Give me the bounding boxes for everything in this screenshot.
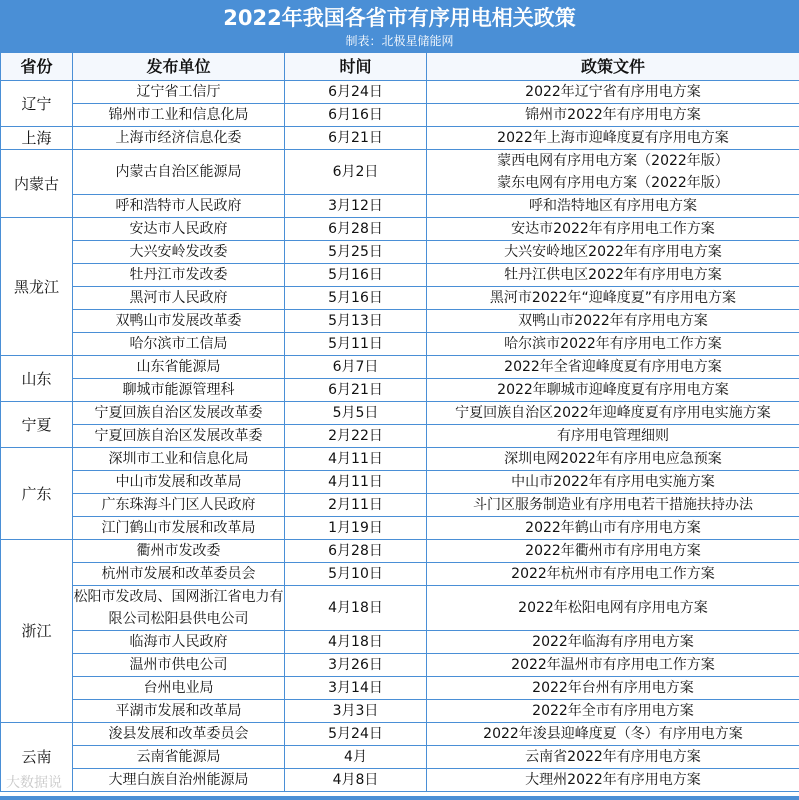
policy-table bbox=[0, 52, 799, 792]
date-cell: 4月18日 bbox=[285, 586, 427, 631]
date-cell: 5月16日 bbox=[285, 264, 427, 287]
unit-cell: 哈尔滨市工信局 bbox=[73, 333, 285, 356]
unit-cell: 黑河市人民政府 bbox=[73, 287, 285, 310]
policy-doc: 2022年鹤山市有序用电方案 bbox=[525, 520, 701, 536]
table-row bbox=[1, 402, 799, 425]
date-cell: 4月18日 bbox=[285, 631, 427, 654]
policy-cell bbox=[427, 356, 799, 379]
policy-cell bbox=[427, 425, 799, 448]
unit-cell: 江门鹤山市发展和改革局 bbox=[73, 517, 285, 540]
table-row bbox=[1, 654, 799, 677]
unit-cell: 临海市人民政府 bbox=[73, 631, 285, 654]
policy-cell bbox=[427, 81, 799, 104]
table-row bbox=[1, 494, 799, 517]
policy-doc: 双鸭山市2022年有序用电方案 bbox=[518, 313, 708, 329]
date-cell: 2月22日 bbox=[285, 425, 427, 448]
header-date: 时间 bbox=[285, 53, 427, 81]
date-cell: 3月12日 bbox=[285, 195, 427, 218]
bottom-border bbox=[0, 796, 799, 800]
province-cell: 上海 bbox=[1, 127, 73, 150]
policy-doc: 有序用电管理细则 bbox=[557, 428, 669, 444]
date-cell: 6月2日 bbox=[285, 150, 427, 195]
policy-doc: 2022年辽宁省有序用电方案 bbox=[525, 84, 701, 100]
unit-cell: 广东珠海斗门区人民政府 bbox=[73, 494, 285, 517]
table-row bbox=[1, 218, 799, 241]
policy-cell bbox=[427, 333, 799, 356]
policy-cell bbox=[427, 150, 799, 195]
date-cell: 4月8日 bbox=[285, 769, 427, 792]
unit-cell: 松阳市发改局、国网浙江省电力有限公司松阳县供电公司 bbox=[73, 586, 285, 631]
unit-cell: 浚县发展和改革委员会 bbox=[73, 723, 285, 746]
unit-cell: 锦州市工业和信息化局 bbox=[73, 104, 285, 127]
policy-cell bbox=[427, 471, 799, 494]
table-row bbox=[1, 563, 799, 586]
province-cell: 浙江 bbox=[1, 540, 73, 723]
policy-cell bbox=[427, 379, 799, 402]
table-row bbox=[1, 104, 799, 127]
table-row bbox=[1, 586, 799, 631]
policy-cell bbox=[427, 677, 799, 700]
unit-cell: 台州电业局 bbox=[73, 677, 285, 700]
policy-cell bbox=[427, 287, 799, 310]
date-cell: 4月11日 bbox=[285, 448, 427, 471]
date-cell: 3月3日 bbox=[285, 700, 427, 723]
policy-doc: 云南省2022年有序用电方案 bbox=[525, 749, 701, 765]
table-row bbox=[1, 195, 799, 218]
province-cell: 广东 bbox=[1, 448, 73, 540]
table-row bbox=[1, 241, 799, 264]
policy-cell bbox=[427, 104, 799, 127]
date-cell: 6月21日 bbox=[285, 127, 427, 150]
date-cell: 6月28日 bbox=[285, 540, 427, 563]
header-unit: 发布单位 bbox=[73, 53, 285, 81]
policy-doc: 2022年温州市有序用电工作方案 bbox=[511, 657, 715, 673]
unit-cell: 山东省能源局 bbox=[73, 356, 285, 379]
policy-cell bbox=[427, 264, 799, 287]
province-cell: 宁夏 bbox=[1, 402, 73, 448]
policy-doc: 牡丹江供电区2022年有序用电方案 bbox=[504, 267, 722, 283]
table-row bbox=[1, 631, 799, 654]
policy-doc: 2022年全省迎峰度夏有序用电方案 bbox=[504, 359, 722, 375]
policy-cell bbox=[427, 448, 799, 471]
table-row bbox=[1, 127, 799, 150]
table-row bbox=[1, 150, 799, 195]
table-row bbox=[1, 746, 799, 769]
policy-doc: 大理州2022年有序用电方案 bbox=[525, 772, 701, 788]
policy-cell bbox=[427, 563, 799, 586]
table-row bbox=[1, 264, 799, 287]
policy-cell bbox=[427, 540, 799, 563]
policy-doc: 中山市2022年有序用电实施方案 bbox=[511, 474, 715, 490]
policy-doc: 安达市2022年有序用电工作方案 bbox=[511, 221, 715, 237]
table-row bbox=[1, 471, 799, 494]
unit-cell: 衢州市发改委 bbox=[73, 540, 285, 563]
date-cell: 3月14日 bbox=[285, 677, 427, 700]
policy-cell bbox=[427, 769, 799, 792]
table-row bbox=[1, 81, 799, 104]
policy-doc: 斗门区服务制造业有序用电若干措施扶持办法 bbox=[473, 497, 753, 513]
policy-doc: 2022年杭州市有序用电工作方案 bbox=[511, 566, 715, 582]
table-body bbox=[1, 81, 799, 792]
policy-doc: 2022年浚县迎峰度夏（冬）有序用电方案 bbox=[483, 726, 743, 742]
policy-cell bbox=[427, 654, 799, 677]
policy-cell bbox=[427, 586, 799, 631]
date-cell: 5月11日 bbox=[285, 333, 427, 356]
unit-cell: 双鸭山市发展改革委 bbox=[73, 310, 285, 333]
policy-doc: 呼和浩特地区有序用电方案 bbox=[529, 198, 697, 214]
policy-cell bbox=[427, 746, 799, 769]
unit-cell: 安达市人民政府 bbox=[73, 218, 285, 241]
policy-cell bbox=[427, 700, 799, 723]
unit-cell: 大兴安岭发改委 bbox=[73, 241, 285, 264]
date-cell: 6月28日 bbox=[285, 218, 427, 241]
date-cell: 6月16日 bbox=[285, 104, 427, 127]
unit-cell: 呼和浩特市人民政府 bbox=[73, 195, 285, 218]
date-cell: 5月24日 bbox=[285, 723, 427, 746]
unit-cell: 聊城市能源管理科 bbox=[73, 379, 285, 402]
unit-cell: 牡丹江市发改委 bbox=[73, 264, 285, 287]
table-row bbox=[1, 723, 799, 746]
policy-doc: 哈尔滨市2022年有序用电工作方案 bbox=[504, 336, 722, 352]
province-cell: 内蒙古 bbox=[1, 150, 73, 218]
unit-cell: 云南省能源局 bbox=[73, 746, 285, 769]
province-cell: 山东 bbox=[1, 356, 73, 402]
unit-cell: 内蒙古自治区能源局 bbox=[73, 150, 285, 195]
unit-cell: 大理白族自治州能源局 bbox=[73, 769, 285, 792]
policy-doc: 大兴安岭地区2022年有序用电方案 bbox=[504, 244, 722, 260]
date-cell: 6月7日 bbox=[285, 356, 427, 379]
header-policy: 政策文件 bbox=[427, 53, 799, 81]
policy-cell bbox=[427, 723, 799, 746]
date-cell: 6月24日 bbox=[285, 81, 427, 104]
policy-doc: 宁夏回族自治区2022年迎峰度夏有序用电实施方案 bbox=[455, 405, 771, 421]
date-cell: 4月11日 bbox=[285, 471, 427, 494]
policy-doc: 2022年聊城市迎峰度夏有序用电方案 bbox=[497, 382, 729, 398]
policy-doc: 2022年全市有序用电方案 bbox=[532, 703, 694, 719]
date-cell: 6月21日 bbox=[285, 379, 427, 402]
policy-cell bbox=[427, 195, 799, 218]
policy-doc: 2022年上海市迎峰度夏有序用电方案 bbox=[497, 130, 729, 146]
date-cell: 5月5日 bbox=[285, 402, 427, 425]
table-row bbox=[1, 310, 799, 333]
date-cell: 4月 bbox=[285, 746, 427, 769]
unit-cell: 辽宁省工信厅 bbox=[73, 81, 285, 104]
policy-doc: 蒙东电网有序用电方案（2022年版） bbox=[497, 175, 729, 191]
unit-cell: 上海市经济信息化委 bbox=[73, 127, 285, 150]
page-subtitle: 制表：北极星储能网 bbox=[345, 34, 454, 48]
header-row bbox=[1, 53, 799, 81]
title-banner bbox=[0, 0, 799, 52]
policy-cell bbox=[427, 517, 799, 540]
unit-cell: 平湖市发展和改革局 bbox=[73, 700, 285, 723]
policy-doc: 黑河市2022年“迎峰度夏”有序用电方案 bbox=[489, 290, 737, 306]
table-row bbox=[1, 333, 799, 356]
policy-doc: 锦州市2022年有序用电方案 bbox=[525, 107, 701, 123]
policy-doc: 深圳电网2022年有序用电应急预案 bbox=[504, 451, 722, 467]
table-row bbox=[1, 425, 799, 448]
header-province: 省份 bbox=[1, 53, 73, 81]
unit-cell: 中山市发展和改革局 bbox=[73, 471, 285, 494]
date-cell: 5月10日 bbox=[285, 563, 427, 586]
table-row bbox=[1, 448, 799, 471]
date-cell: 1月19日 bbox=[285, 517, 427, 540]
unit-cell: 宁夏回族自治区发展改革委 bbox=[73, 425, 285, 448]
policy-cell bbox=[427, 218, 799, 241]
policy-doc: 2022年台州有序用电方案 bbox=[532, 680, 694, 696]
unit-cell: 温州市供电公司 bbox=[73, 654, 285, 677]
province-cell: 黑龙江 bbox=[1, 218, 73, 356]
date-cell: 3月26日 bbox=[285, 654, 427, 677]
unit-cell: 宁夏回族自治区发展改革委 bbox=[73, 402, 285, 425]
table-row bbox=[1, 356, 799, 379]
date-cell: 5月16日 bbox=[285, 287, 427, 310]
table-row bbox=[1, 379, 799, 402]
policy-doc: 蒙西电网有序用电方案（2022年版） bbox=[497, 153, 729, 169]
table-row bbox=[1, 769, 799, 792]
province-cell: 云南 bbox=[1, 723, 73, 792]
policy-cell bbox=[427, 494, 799, 517]
policy-doc: 2022年临海有序用电方案 bbox=[532, 634, 694, 650]
province-cell: 辽宁 bbox=[1, 81, 73, 127]
unit-cell: 深圳市工业和信息化局 bbox=[73, 448, 285, 471]
page-title: 2022年我国各省市有序用电相关政策 bbox=[223, 6, 576, 30]
policy-doc: 2022年松阳电网有序用电方案 bbox=[518, 600, 708, 616]
table-row bbox=[1, 700, 799, 723]
watermark: 大数据说 bbox=[6, 775, 62, 791]
date-cell: 2月11日 bbox=[285, 494, 427, 517]
table-row bbox=[1, 287, 799, 310]
date-cell: 5月25日 bbox=[285, 241, 427, 264]
policy-cell bbox=[427, 241, 799, 264]
policy-cell bbox=[427, 631, 799, 654]
table-row bbox=[1, 540, 799, 563]
policy-cell bbox=[427, 127, 799, 150]
policy-doc: 2022年衢州市有序用电方案 bbox=[525, 543, 701, 559]
policy-cell bbox=[427, 402, 799, 425]
table-row bbox=[1, 517, 799, 540]
unit-cell: 杭州市发展和改革委员会 bbox=[73, 563, 285, 586]
table-row bbox=[1, 677, 799, 700]
date-cell: 5月13日 bbox=[285, 310, 427, 333]
policy-cell bbox=[427, 310, 799, 333]
